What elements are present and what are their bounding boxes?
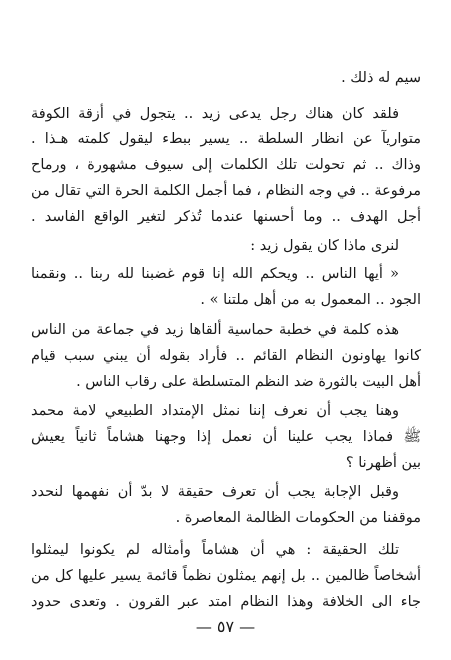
text-line: سيم له ذلك .	[341, 70, 421, 86]
text-line: جاء الى الخلافة وهذا النظام امتد عبر القرون . وتعدى حدود	[31, 594, 421, 610]
text-line: وقبل الإجابة يجب أن تعرف حقيقة لا بدّ أن نفهمها لنحدد	[31, 484, 399, 500]
text-line: أهل البيت بالثورة ضد النظم المتسلطة على رقاب الناس .	[76, 374, 421, 390]
text-line: « أيها الناس .. ويحكم الله إنا قوم غضبنا لله ربنا .. ونقمنا	[31, 266, 399, 282]
text-line: الجود .. المعمول به من أهل ملتنا » .	[200, 292, 421, 308]
text-line: هذه كلمة في خطبة حماسية ألقاها زيد في جماعة من الناس	[31, 322, 399, 338]
text-line: كانوا يهاونون النظام القائم .. فأراد بقوله أن يبني سبب قيام	[31, 348, 421, 364]
text-line: أجل الهدف .. وما أحسنها عندما تُذكر لتغير الواقع الفاسد .	[31, 209, 421, 225]
text-line: ﷺ فماذا يجب علينا أن نعمل إذا وجهنا هشاماً ثانياً يعيش	[31, 429, 421, 445]
text-line: مرفوعة .. في وجه النظام ، فما أجمل الكلمة الحرة التي تقال من	[31, 183, 421, 199]
text-line: بين أظهرنا ؟	[345, 455, 421, 471]
text-line: لنرى ماذا كان يقول زيد :	[250, 238, 399, 254]
text-line: تلك الحقيقة : هي أن هشاماً وأمثاله لم يكونوا ليمثلوا	[31, 542, 399, 558]
text-line: وذاك .. ثم تحولت تلك الكلمات إلى سيوف مشهورة ، ورماح	[31, 157, 421, 173]
page-number: — ٥٧ —	[195, 617, 256, 636]
text-line: فلقد كان هناك رجل يدعى زيد .. يتجول في أزقة الكوفة	[31, 106, 399, 122]
text-line: متواريآ عن انظار السلطة .. يسير ببطء ليقول كلمته هـذا .	[31, 131, 421, 147]
text-line: أشخاصاً ظالمين .. بل إنهم يمثلون نظماً قائمة يسير عليها كل من	[31, 568, 421, 584]
text-line: وهنا يجب أن نعرف إننا نمثل الإمتداد الطبيعي لامة محمد	[31, 403, 399, 419]
text-line: موقفنا من الحكومات الظالمة المعاصرة .	[175, 510, 421, 526]
